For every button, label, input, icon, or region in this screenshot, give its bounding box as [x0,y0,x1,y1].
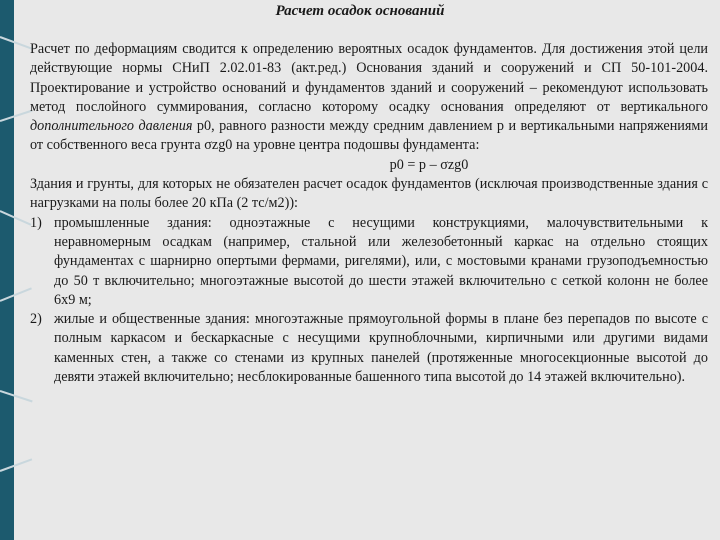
list-item [30,214,708,310]
page-title: Расчет осадок оснований [275,3,445,19]
intro-term: дополнительного давления [30,118,193,135]
list-item-text: жилые и общественные здания: многоэтажные прямоугольной формы в плане без перепадов по высоте с полным каркасом и бескаркасные с несущими крупноблочными, кирпичными или другими видами каменных стен, а также со стенами из крупных панелей (протяженные многосекционные высотой до девяти этажей включительно; несблокированные башенного типа высотой до 14 этажей включительно). [54,311,708,386]
list-item-text: промышленные здания: одноэтажные с несущими конструкциями, малочувствительными к неравномерным осадкам (например, стальной или железобетонный каркас на отдельно стоящих фундаментах с шарнирно опертыми фермами, ригелями), или, с мостовыми кранами грузоподъемностью до 50 т включительно; многоэтажные высотой до шести этажей включительно с сеткой колонн не более 6х9 м; [54,214,708,308]
formula: р0 = р – σzg0 [389,156,469,173]
list-item [30,310,708,387]
list-item-number: 2) [30,311,42,328]
document-body [30,40,708,387]
left-accent-bar [0,0,14,540]
paragraph-conditions: Здания и грунты, для которых не обязателен расчет осадок фундаментов (исключая производственные здания с нагрузками на полы более 20 кПа (2 тс/м2)): [30,176,708,212]
list-item-number: 1) [30,214,42,231]
intro-text-b: р0, равного разности между средним давлением p и вертикальными напряжениями от собственного веса грунта σzg0 на уровне центра подошвы фундамента: [30,118,708,154]
paragraph-intro [30,40,708,156]
intro-text-a: Расчет по деформациям сводится к определению вероятных осадок фундаментов. Для достижения этой цели действующие нормы СНиП 2.02.01-83 (акт.ред.) Основания зданий и сооружений и СП 50-101-2004. Проектирование и устройство оснований и фундаментов зданий и сооружений – рекомендуют использовать метод послойного суммирования, согласно которому осадку основания определяют от вертикального [30,41,708,115]
